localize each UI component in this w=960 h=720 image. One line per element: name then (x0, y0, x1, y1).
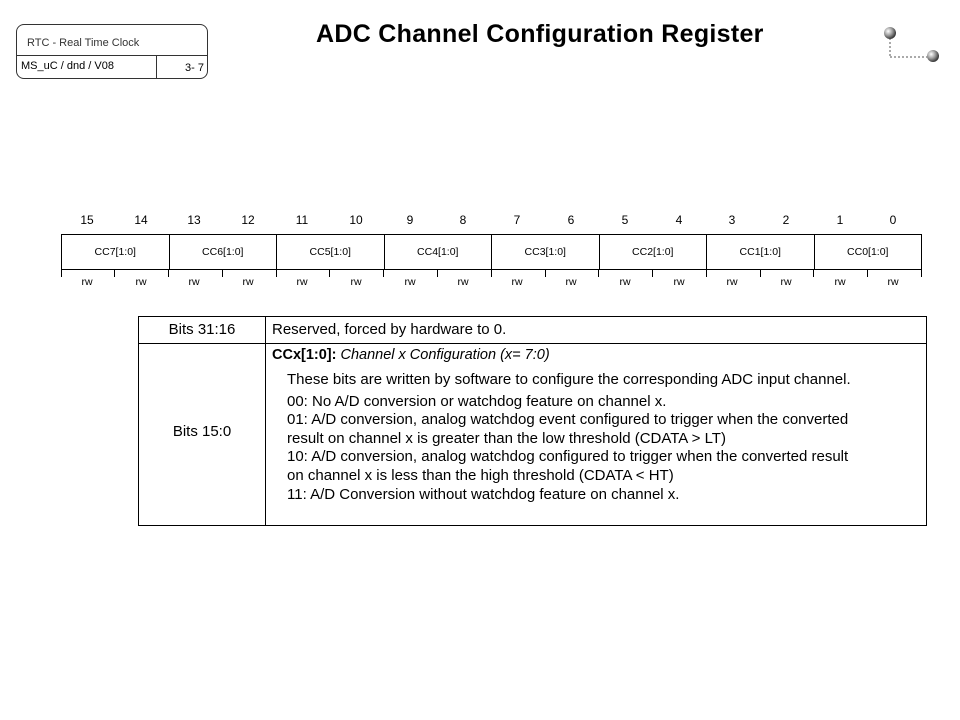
bit-number: 15 (80, 213, 94, 227)
slide-header-box (16, 24, 208, 79)
description-line: These bits are written by software to configure the corresponding ADC input channel. (287, 371, 851, 388)
page-number: 3- 7 (185, 62, 204, 74)
register-field: CC2[1:0] (600, 235, 708, 269)
reserved-bits-label: Bits 31:16 (168, 321, 236, 338)
field-description: Channel x Configuration (x= 7:0) (340, 347, 550, 363)
bit-number: 10 (349, 213, 363, 227)
access-type: rw (188, 276, 200, 288)
access-type: rw (726, 276, 738, 288)
bead-logo-icon (880, 24, 944, 68)
register-field: CC4[1:0] (385, 235, 493, 269)
course-label: RTC - Real Time Clock (27, 37, 140, 49)
access-row (61, 276, 921, 290)
access-type: rw (834, 276, 846, 288)
bit-number: 8 (459, 213, 467, 227)
access-type: rw (619, 276, 631, 288)
course-label-area (17, 25, 207, 56)
bit-number: 11 (295, 213, 309, 227)
bit-number: 4 (675, 213, 683, 227)
access-type: rw (887, 276, 899, 288)
register-field-row (61, 234, 922, 270)
register-field: CC3[1:0] (492, 235, 600, 269)
bit-number-row (61, 213, 921, 229)
bit-number: 7 (513, 213, 521, 227)
bit-number: 14 (134, 213, 148, 227)
field-name: CCx[1:0]: (272, 347, 337, 363)
access-type: rw (673, 276, 685, 288)
access-type: rw (511, 276, 523, 288)
access-type: rw (565, 276, 577, 288)
bit-number: 2 (782, 213, 790, 227)
access-type: rw (135, 276, 147, 288)
table-row-divider (139, 343, 926, 344)
field-description-body (287, 371, 851, 504)
page-title: ADC Channel Configuration Register (316, 20, 764, 48)
reserved-bits-text: Reserved, forced by hardware to 0. (272, 321, 507, 338)
bit-number: 12 (241, 213, 255, 227)
register-field: CC7[1:0] (62, 235, 170, 269)
bit-description-table (138, 316, 927, 526)
config-bits-label: Bits 15:0 (172, 423, 232, 440)
bit-number: 6 (567, 213, 575, 227)
description-line: 00: No A/D conversion or watchdog feature on channel x. (287, 392, 667, 410)
access-type: rw (780, 276, 792, 288)
bit-number: 1 (836, 213, 844, 227)
table-column-divider (265, 317, 266, 525)
access-type: rw (404, 276, 416, 288)
description-line: on channel x is less than the high threshold (CDATA < HT) (287, 466, 674, 484)
doc-id: MS_uC / dnd / V08 (21, 60, 114, 72)
bit-number: 3 (728, 213, 736, 227)
register-field: CC5[1:0] (277, 235, 385, 269)
access-type: rw (457, 276, 469, 288)
register-field: CC1[1:0] (707, 235, 815, 269)
header-divider (156, 56, 157, 79)
description-line: 10: A/D conversion, analog watchdog configured to trigger when the converted result (287, 448, 849, 466)
register-field: CC0[1:0] (847, 246, 889, 258)
description-line: 11: A/D Conversion without watchdog feature on channel x. (287, 485, 680, 503)
register-field: CC6[1:0] (170, 235, 278, 269)
bit-number: 9 (406, 213, 414, 227)
description-line: 01: A/D conversion, analog watchdog event configured to trigger when the converted (287, 411, 849, 429)
access-type: rw (242, 276, 254, 288)
description-line: result on channel x is greater than the low threshold (CDATA > LT) (287, 429, 726, 447)
bit-number: 13 (187, 213, 201, 227)
bit-number: 0 (889, 213, 897, 227)
access-type: rw (350, 276, 362, 288)
access-type: rw (296, 276, 308, 288)
field-heading (272, 347, 550, 363)
access-type: rw (81, 276, 93, 288)
tick-mark (921, 270, 922, 277)
bit-number: 5 (621, 213, 629, 227)
